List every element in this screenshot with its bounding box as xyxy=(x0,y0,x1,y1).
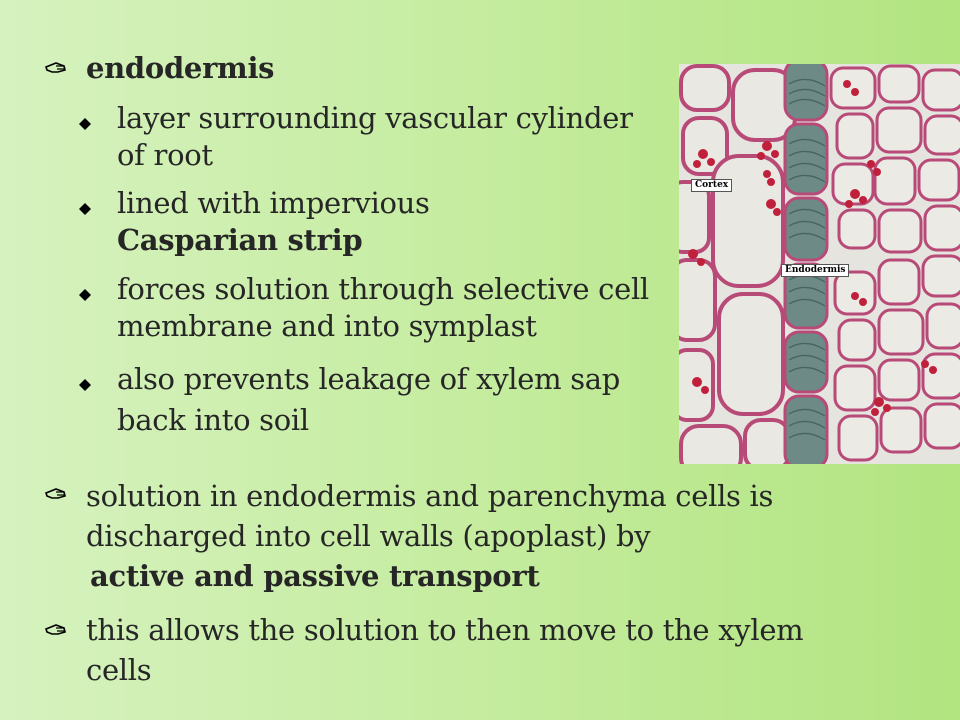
diamond-bullet-icon xyxy=(79,118,91,130)
bullet-3-line-1: this allows the solution to then move to the xylem xyxy=(86,613,804,647)
hand-pointer-bullet-icon xyxy=(44,484,68,506)
sub-bullet-3-line-1: forces solution through selective cell xyxy=(117,272,649,306)
endodermis-label: Endodermis xyxy=(781,264,849,277)
sub-bullet-1-line-2: of root xyxy=(117,138,213,172)
sub-bullet-1-line-1: layer surrounding vascular cylinder xyxy=(117,101,633,135)
sub-bullet-2-line-1: lined with impervious xyxy=(117,186,430,220)
hand-pointer-bullet-icon xyxy=(44,58,68,80)
sub-bullet-3-line-2: membrane and into symplast xyxy=(117,309,537,343)
diamond-bullet-icon xyxy=(79,289,91,301)
diamond-bullet-icon xyxy=(79,379,91,391)
heading-endodermis: endodermis xyxy=(86,51,275,85)
bullet-3-line-2: cells xyxy=(86,653,152,687)
micrograph-image xyxy=(679,64,960,464)
bullet-2-bold: active and passive transport xyxy=(90,559,540,593)
sub-bullet-2-bold: Casparian strip xyxy=(117,223,363,257)
diamond-bullet-icon xyxy=(79,203,91,215)
bullet-2-line-1: solution in endodermis and parenchyma cells is xyxy=(86,479,774,513)
sub-bullet-4-line-2: back into soil xyxy=(117,403,309,437)
hand-pointer-bullet-icon xyxy=(44,620,68,642)
sub-bullet-4-line-1: also prevents leakage of xylem sap xyxy=(117,362,621,396)
cortex-label: Cortex xyxy=(691,179,732,192)
bullet-2-line-2: discharged into cell walls (apoplast) by xyxy=(86,519,651,553)
